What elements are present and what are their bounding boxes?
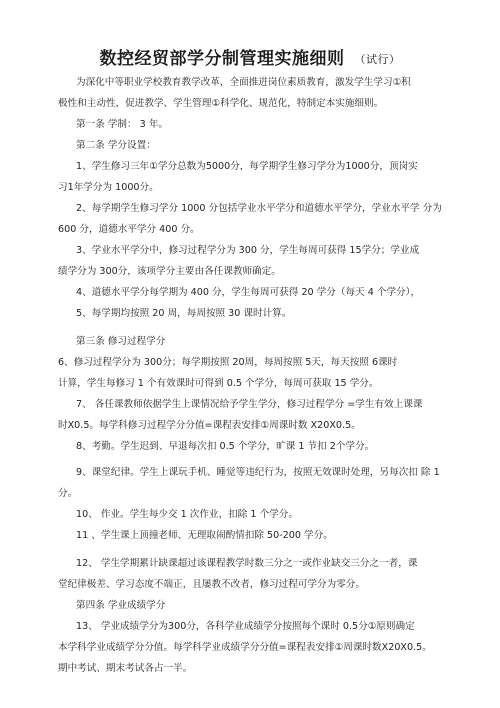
clause-6-line-2: 计算，学生每修习 1 个有效课时可得到 0.5 个学分，每周可获取 15 学分。 [58,378,379,389]
clause-8: 8、考勤。学生迟到、早退每次扣 0.5 个学分，旷课 1 节扣 2个学分。 [76,441,375,452]
clause-5: 5、每学期均按照 20 周，每周按照 30 课时计算。 [76,308,292,319]
intro-line-1: 为深化中等职业学校教育教学改革，全面推进岗位素质教育，激发学生学习①积 [76,77,411,88]
clause-6-line-1: 6、修习过程学分为 300分；每学期按照 20周，每周按照 5天，每天按照 6课时 [58,357,398,368]
article-1: 第一条 学制： 3 年。 [76,119,169,130]
article-2-heading: 第二条 学分设置： [76,140,156,151]
title-subtitle: （试行） [354,53,401,66]
intro-line-2: 极性和主动性，促进教学、学生管理①科学化、规范化，特制定本实施细则。 [58,98,384,109]
clause-12-line-2: 堂纪律极差、学习态度不端正，且屡教不改者，修习过程可学分为零分。 [58,579,365,590]
clause-13-line-2: 本学科学业成绩学分分值。每学科学业成绩学分分值=课程表安排①周课时数X20X0.5。 [58,642,432,653]
clause-2-line-1: 2、每学期学生修习学分 1000 分包括学业水平学分和道德水平学分，学业水平学 分为 [76,203,442,214]
clause-3-line-2: 绩学分为 300分，该项学分主要由各任课教师确定。 [58,266,281,277]
clause-12-line-1: 12、 学生学期累计缺课超过该课程教学时数三分之一或作业缺交三分之一者，课 [76,558,418,569]
clause-10: 10、 作业。学生每少交 1 次作业，扣除 1 个学分。 [76,509,298,520]
article-4-heading: 第四条 学业成绩学分 [76,600,166,611]
document-title [0,44,500,69]
clause-11: 11 、学生课上顶撞老师、无理取闹酌情扣除 50-200 学分。 [76,530,333,541]
clause-7-line-1: 7、 各任课教师依据学生上课情况给予学生学分，修习过程学分 =学生有效上课课 [76,399,423,410]
clause-7-line-2: 时X0.5。每学科修习过程学分分值=课程表安排①周课时数 X20X0.5。 [58,420,361,431]
clause-13-line-1: 13、 学业成绩学分为300分，各科学业成绩学分按照每个课时 0.5分①原则确定 [76,621,415,632]
clause-9-line-1: 9、课堂纪律。学生上课玩手机、睡觉等违纪行为，按照无效课时处理，另每次扣 除 1 [76,467,440,478]
title-text: 数控经贸部学分制管理实施细则 [99,49,345,69]
clause-2-line-2: 600 分，道德水平学分 400 分。 [58,224,200,235]
clause-3-line-1: 3、学业水平学分中，修习过程学分为 300 分，学生每周可获得 15学分；学业成 [76,245,420,256]
clause-1-line-1: 1、学生修习三年①学分总数为5000分，每学期学生修习学分为1000分，顶岗实 [76,161,418,172]
clause-1-line-2: 习1年学分为 1000分。 [58,182,159,193]
clause-13-line-3: 期中考试、期末考试各占一半。 [58,663,193,674]
article-3-heading: 第三条 修习过程学分 [76,336,166,347]
clause-4: 4、道德水平学分每学期为 400 分，学生每周可获得 20 学分（每天 4 个学分）， [76,287,421,298]
clause-9-line-2: 分。 [58,488,78,499]
